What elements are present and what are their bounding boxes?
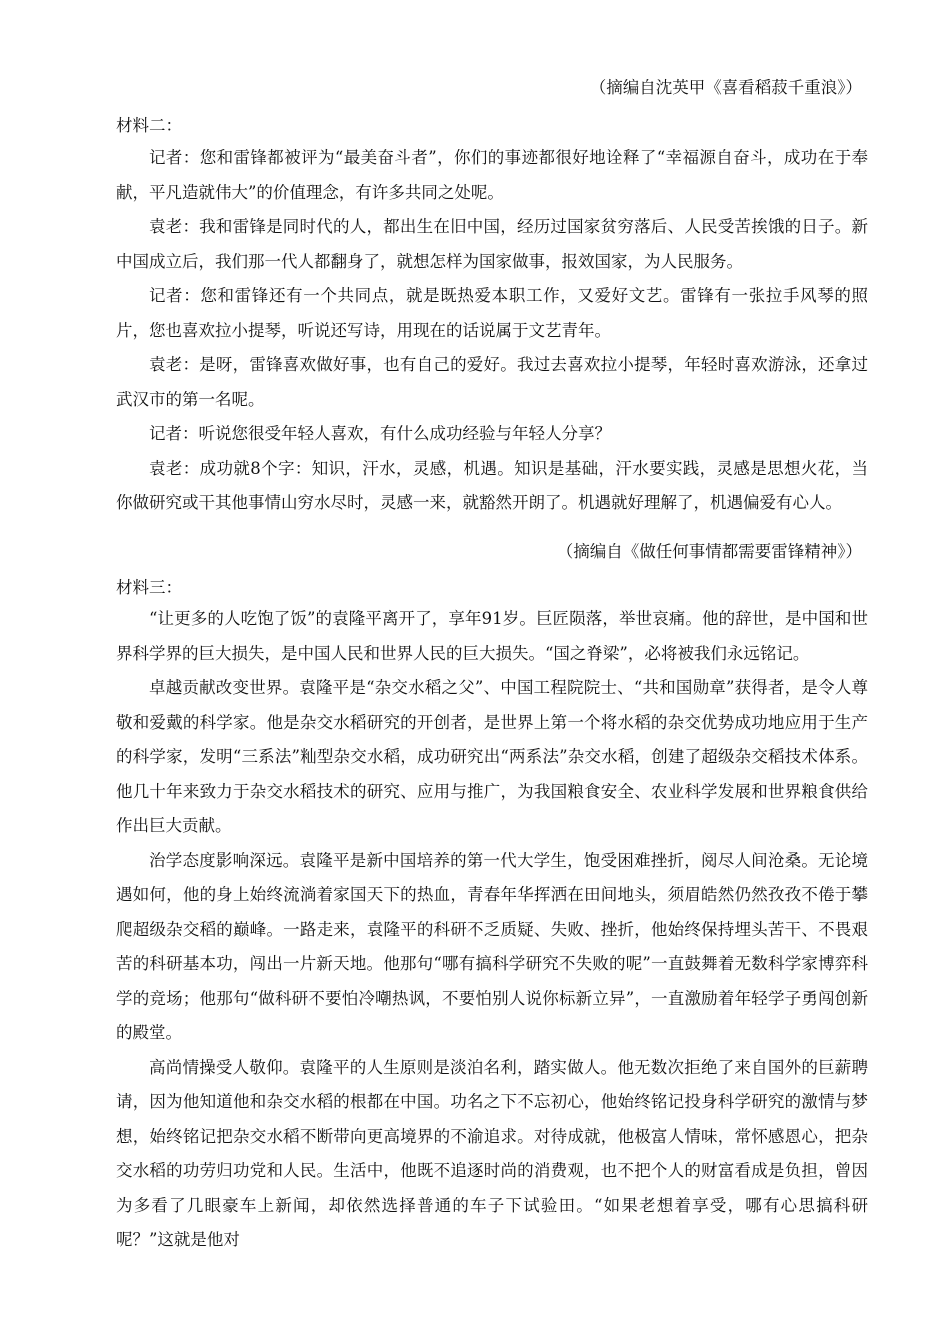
material-3-body [116, 602, 868, 1258]
paragraph: 卓越贡献改变世界。袁隆平是“杂交水稻之父”、中国工程院院士、“共和国勋章”获得者，是令人尊敬和爱戴的科学家。他是杂交水稻研究的开创者，是世界上第一个将水稻的杂交优势成功地应用于生产的科学家，发明“三系法”籼型杂交水稻，成功研究出“两系法”杂交水稻，创建了超级杂交稻技术体系。他几十年来致力于杂交水稻技术的研究、应用与推广，为我国粮食安全、农业科学发展和世界粮食供给作出巨大贡献。 [116, 678, 868, 835]
dialogue-line: 记者：听说您很受年轻人喜欢，有什么成功经验与年轻人分享？ [149, 424, 611, 443]
paragraph: 治学态度影响深远。袁隆平是新中国培养的第一代大学生，饱受困难挫折，阅尽人间沧桑。无论境遇如何，他的身上始终流淌着家国天下的热血，青春年华挥洒在田间地头，须眉皓然仍然孜孜不倦于攀爬超级杂交稻的巅峰。一路走来，袁隆平的科研不乏质疑、失败、挫折，他始终保持埋头苦干、不畏艰苦的科研基本功，闯出一片新天地。他那句“哪有搞科学研究不失败的呢”一直鼓舞着无数科学家博弈科学的竞场；他那句“做科研不要怕冷嘲热讽，不要怕别人说你标新立异”，一直激励着年轻学子勇闯创新的殿堂。 [116, 850, 868, 1042]
dialogue-line: 记者：您和雷锋都被评为“最美奋斗者”，你们的事迹都很好地诠释了“幸福源自奋斗，成功在于奉献，平凡造就伟大”的价值理念，有许多共同之处呢。 [116, 148, 868, 202]
dialogue-line: 袁老：是呀，雷锋喜欢做好事，也有自己的爱好。我过去喜欢拉小提琴，年轻时喜欢游泳，还拿过武汉市的第一名呢。 [116, 355, 868, 409]
paragraph: 高尚情操受人敬仰。袁隆平的人生原则是淡泊名利，踏实做人。他无数次拒绝了来自国外的巨薪聘请，因为他知道他和杂交水稻的根都在中国。功名之下不忘初心，他始终铭记投身科学研究的激情与梦想，始终铭记把杂交水稻不断带向更高境界的不渝追求。对待成就，他极富人情味，常怀感恩心，把杂交水稻的功劳归功党和人民。生活中，他既不追逐时尚的消费观，也不把个人的财富看成是负担，曾因为多看了几眼豪车上新闻，却依然选择普通的车子下试验田。“如果老想着享受，哪有心思搞科研呢？”这就是他对 [116, 1057, 868, 1249]
source-citation-1: （摘编自沈英甲《喜看稻菽千重浪》） [589, 78, 862, 97]
dialogue-line: 记者：您和雷锋还有一个共同点，就是既热爱本职工作，又爱好文艺。雷锋有一张拉手风琴的照片，您也喜欢拉小提琴，听说还写诗，用现在的话说属于文艺青年。 [116, 286, 868, 340]
material-2-dialogue [116, 141, 868, 521]
paragraph: “让更多的人吃饱了饭”的袁隆平离开了，享年91岁。巨匠陨落，举世哀痛。他的辞世，是中国和世界科学界的巨大损失，是中国人民和世界人民的巨大损失。“国之脊梁”，必将被我们永远铭记。 [116, 609, 868, 663]
material-3-heading: 材料三： [116, 578, 182, 597]
dialogue-line: 袁老：成功就8个字：知识，汗水，灵感，机遇。知识是基础，汗水要实践，灵感是思想火花，当你做研究或干其他事情山穷水尽时，灵感一来，就豁然开朗了。机遇就好理解了，机遇偏爱有心人。 [116, 458, 868, 512]
source-citation-2: （摘编自《做任何事情都需要雷锋精神》） [556, 542, 862, 561]
dialogue-line: 袁老：我和雷锋是同时代的人，都出生在旧中国，经历过国家贫穷落后、人民受苦挨饿的日子。新中国成立后，我们那一代人都翻身了，就想怎样为国家做事，报效国家，为人民服务。 [116, 217, 868, 271]
material-2-heading: 材料二： [116, 116, 182, 135]
